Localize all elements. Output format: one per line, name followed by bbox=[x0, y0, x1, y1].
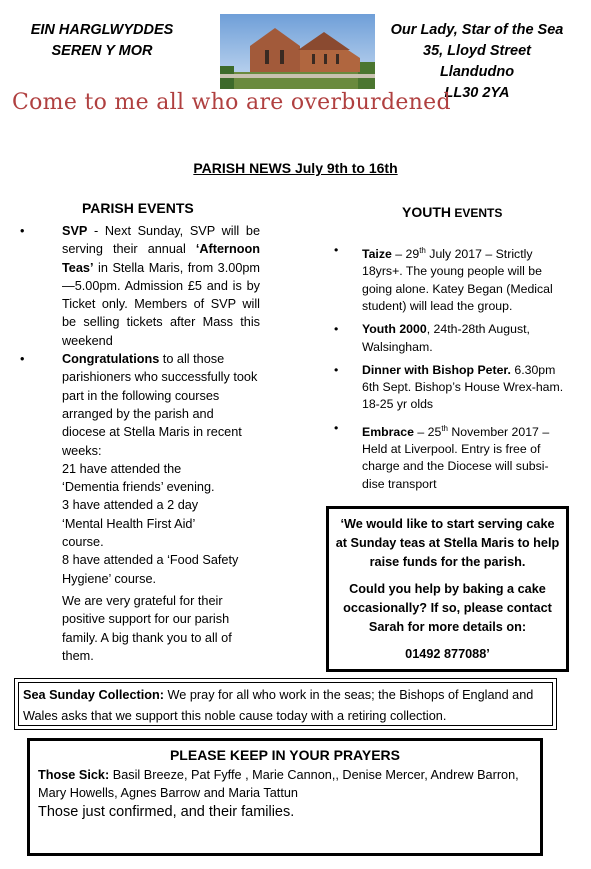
cake-phone: 01492 877088’ bbox=[405, 647, 490, 661]
sea-sunday-inner bbox=[18, 682, 553, 726]
sea-sunday-text: We pray for all who work in the seas; the Bishops of England and Wales asks that we support this noble cause today with a retiring collection. bbox=[23, 688, 534, 723]
youth2000-label: Youth 2000 bbox=[362, 322, 427, 337]
address-line4: LL30 2YA bbox=[444, 85, 510, 101]
prayers-box bbox=[27, 738, 543, 856]
welsh-name-line2: SEREN Y MOR bbox=[51, 43, 153, 59]
taize-sup: th bbox=[419, 246, 426, 255]
youth-events-list bbox=[334, 242, 570, 499]
cake-para1: ‘We would like to start serving cake at Sunday teas at Stella Maris to help raise funds for the parish. bbox=[335, 517, 560, 569]
sea-sunday-label: Sea Sunday Collection: bbox=[23, 688, 164, 702]
svp-label: SVP bbox=[62, 224, 88, 238]
taize-text: July 2017 – Strictly 18yrs+. The young people will be going alone. Katey Began (Medical student) will lead the group. bbox=[362, 247, 553, 313]
youth2000-item bbox=[334, 321, 570, 356]
taize-label: Taize bbox=[362, 247, 392, 262]
cake-appeal-box bbox=[326, 506, 569, 672]
food-safety-line-b: Hygiene’ course. bbox=[62, 571, 157, 586]
congrats-text: to all those parishioners who successfully took part in the following courses arranged by the parish and diocese at Stella Maris in recent weeks: bbox=[62, 352, 258, 458]
prayers-title: PLEASE KEEP IN YOUR PRAYERS bbox=[169, 747, 401, 763]
dinner-item bbox=[334, 362, 570, 414]
svp-item bbox=[20, 222, 260, 350]
dinner-label: Dinner with Bishop Peter. bbox=[362, 362, 511, 377]
svp-highlight: ‘Afternoon Teas’ bbox=[62, 242, 260, 275]
bullet: • bbox=[334, 243, 339, 257]
mental-health-line-b: ‘Mental Health First Aid’ bbox=[62, 516, 196, 531]
svp-text-1: - Next Sunday, SVP will be serving their annual bbox=[62, 224, 260, 257]
sea-sunday-box bbox=[14, 678, 557, 730]
parish-events-list bbox=[20, 222, 260, 665]
bullet: • bbox=[20, 224, 25, 238]
address-line3: Llandudno bbox=[439, 64, 515, 80]
cake-para2: Could you help by baking a cake occasionally? If so, please contact Sarah for more details on: bbox=[343, 582, 552, 634]
taize-pre: – 29 bbox=[391, 247, 420, 262]
welsh-name-line1: EIN HARGLWYDDES bbox=[30, 22, 174, 38]
motto: Come to me all who are overburdened bbox=[12, 90, 451, 115]
embrace-label: Embrace bbox=[362, 424, 414, 439]
congrats-label: Congratulations bbox=[62, 352, 160, 367]
church-photo bbox=[220, 14, 375, 89]
food-safety-line-a: 8 have attended a ‘Food Safety bbox=[62, 553, 239, 568]
bullet: • bbox=[334, 362, 339, 377]
address-line2: 35, Lloyd Street bbox=[423, 43, 531, 59]
address-line1: Our Lady, Star of the Sea bbox=[390, 22, 564, 38]
youth2000-text: , 24th-28th August, Walsingham. bbox=[362, 322, 530, 354]
dementia-line-a: 21 have attended the bbox=[62, 461, 182, 476]
congratulations-item bbox=[20, 350, 260, 665]
sick-label: Those Sick: bbox=[38, 768, 110, 782]
youth-heading-small: EVENTS bbox=[451, 206, 503, 220]
svp-text-2: in Stella Maris, from 3.00pm—5.00pm. Admission £5 and is by Ticket only. Members of SVP will be selling tickets after Mass this weekend bbox=[62, 260, 260, 348]
embrace-sup: th bbox=[441, 423, 448, 433]
mental-health-line-a: 3 have attended a 2 day bbox=[62, 498, 199, 513]
prayers-sick bbox=[38, 766, 532, 802]
youth-heading-big: YOUTH bbox=[402, 204, 451, 220]
dinner-text: 6.30pm 6th Sept. Bishop’s House Wrex-ham. 18-25 yr olds bbox=[362, 362, 564, 412]
bullet: • bbox=[334, 322, 339, 337]
embrace-item bbox=[334, 420, 570, 493]
prayers-confirmed: Those just confirmed, and their families. bbox=[38, 804, 295, 820]
thanks-text: We are very grateful for their positive support for our parish family. A big thank you to all of them. bbox=[62, 593, 232, 663]
news-title: PARISH NEWS July 9th to 16th bbox=[193, 160, 398, 176]
taize-item bbox=[334, 242, 570, 315]
dementia-line-b: ‘Dementia friends’ evening. bbox=[62, 480, 215, 495]
sick-names: Basil Breeze, Pat Fyffe , Marie Cannon,, Denise Mercer, Andrew Barron, Mary Howells, Agnes Barrow and Maria Tattun bbox=[38, 768, 519, 800]
embrace-text: November 2017 – Held at Liverpool. Entry is free of charge and the Diocese will subsi-dise transport bbox=[362, 424, 550, 491]
welsh-parish-name bbox=[22, 20, 182, 62]
parish-events-heading: PARISH EVENTS bbox=[82, 200, 194, 216]
embrace-pre: – 25 bbox=[413, 424, 442, 439]
bullet: • bbox=[20, 352, 25, 367]
mental-health-line-c: course. bbox=[62, 535, 104, 550]
youth-events-heading bbox=[402, 204, 502, 220]
bullet: • bbox=[334, 420, 339, 435]
